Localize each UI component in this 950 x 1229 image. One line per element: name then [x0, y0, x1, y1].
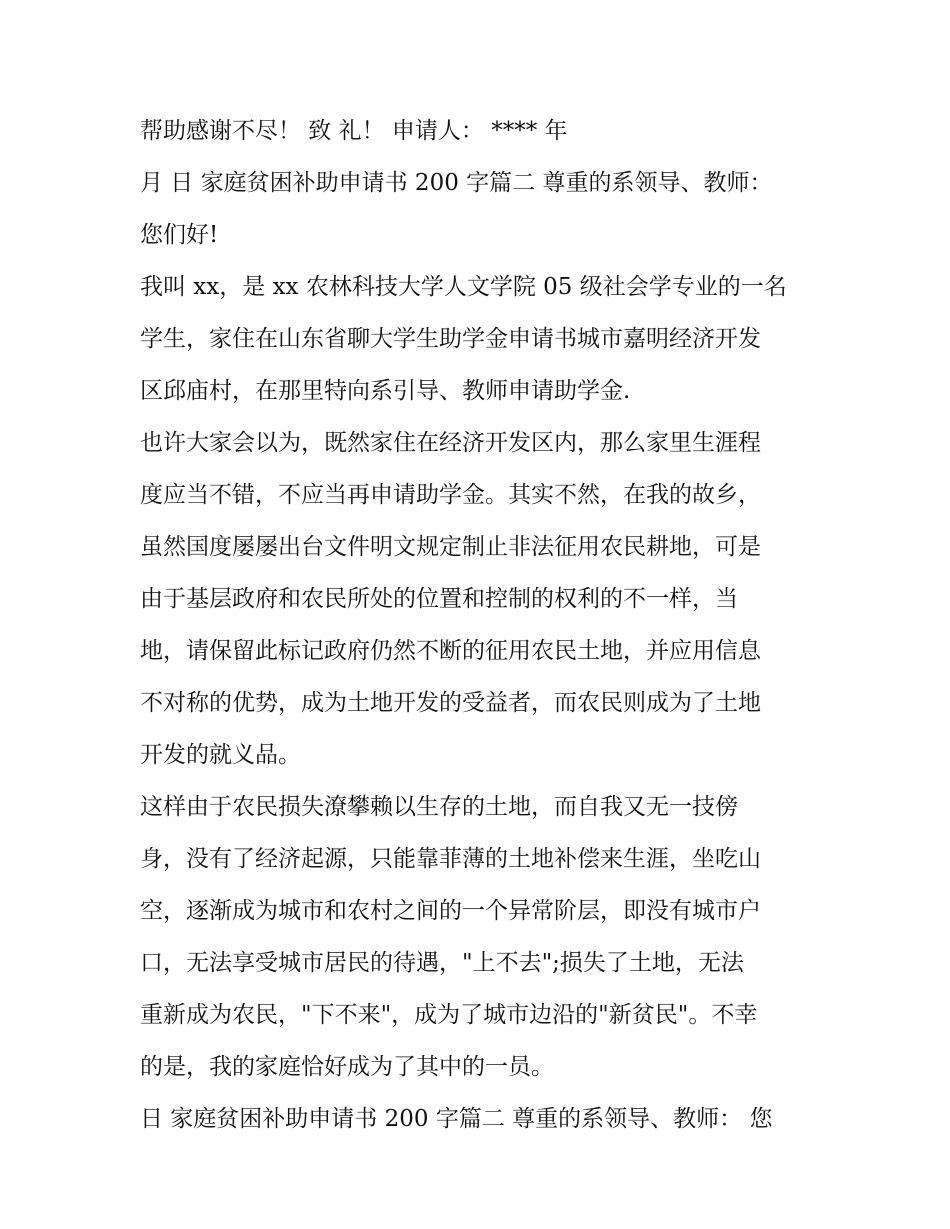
text-line: 我叫 xx，是 xx 农林科技大学人文学院 05 级社会学专业的一名 [140, 274, 787, 300]
text-line: 这样由于农民损失潦攀赖以生存的土地，而自我又无一技傍 [140, 794, 738, 820]
text-line: 不对称的优势，成为土地开发的受益者，而农民则成为了土地 [140, 690, 761, 716]
document-body [140, 105, 820, 1145]
text-line: 开发的就义品。 [140, 742, 301, 768]
text-line: 月 日 家庭贫困补助申请书 200 字篇二 尊重的系领导、教师： [140, 170, 773, 196]
text-line: 帮助感谢不尽！ 致 礼！ 申请人： **** 年 [140, 118, 568, 144]
text-line: 的是，我的家庭恰好成为了其中的一员。 [140, 1054, 554, 1080]
text-line: 口，无法享受城市居民的待遇，"上不去";损失了土地，无法 [140, 950, 744, 976]
text-line: 度应当不错，不应当再申请助学金。其实不然，在我的故乡， [140, 482, 761, 508]
text-line: 区邱庙村，在那里特向系引导、教师申请助学金. [140, 378, 631, 404]
text-line: 也许大家会以为，既然家住在经济开发区内，那么家里生涯程 [140, 430, 761, 456]
text-line: 学生，家住在山东省聊大学生助学金申请书城市嘉明经济开发 [140, 326, 761, 352]
text-line: 日 家庭贫困补助申请书 200 字篇二 尊重的系领导、教师： 您 [140, 1106, 773, 1132]
text-line: 身，没有了经济起源，只能靠菲薄的土地补偿来生涯，坐吃山 [140, 846, 761, 872]
text-line: 您们好! [140, 222, 219, 248]
text-line: 虽然国度屡屡出台文件明文规定制止非法征用农民耕地，可是 [140, 534, 761, 560]
text-line: 地，请保留此标记政府仍然不断的征用农民土地，并应用信息 [140, 638, 761, 664]
text-line: 空，逐渐成为城市和农村之间的一个异常阶层，即没有城市户 [140, 898, 761, 924]
text-line: 由于基层政府和农民所处的位置和控制的权利的不一样，当 [140, 586, 738, 612]
text-line: 重新成为农民，"下不来"，成为了城市边沿的"新贫民"。不幸 [140, 1002, 758, 1028]
